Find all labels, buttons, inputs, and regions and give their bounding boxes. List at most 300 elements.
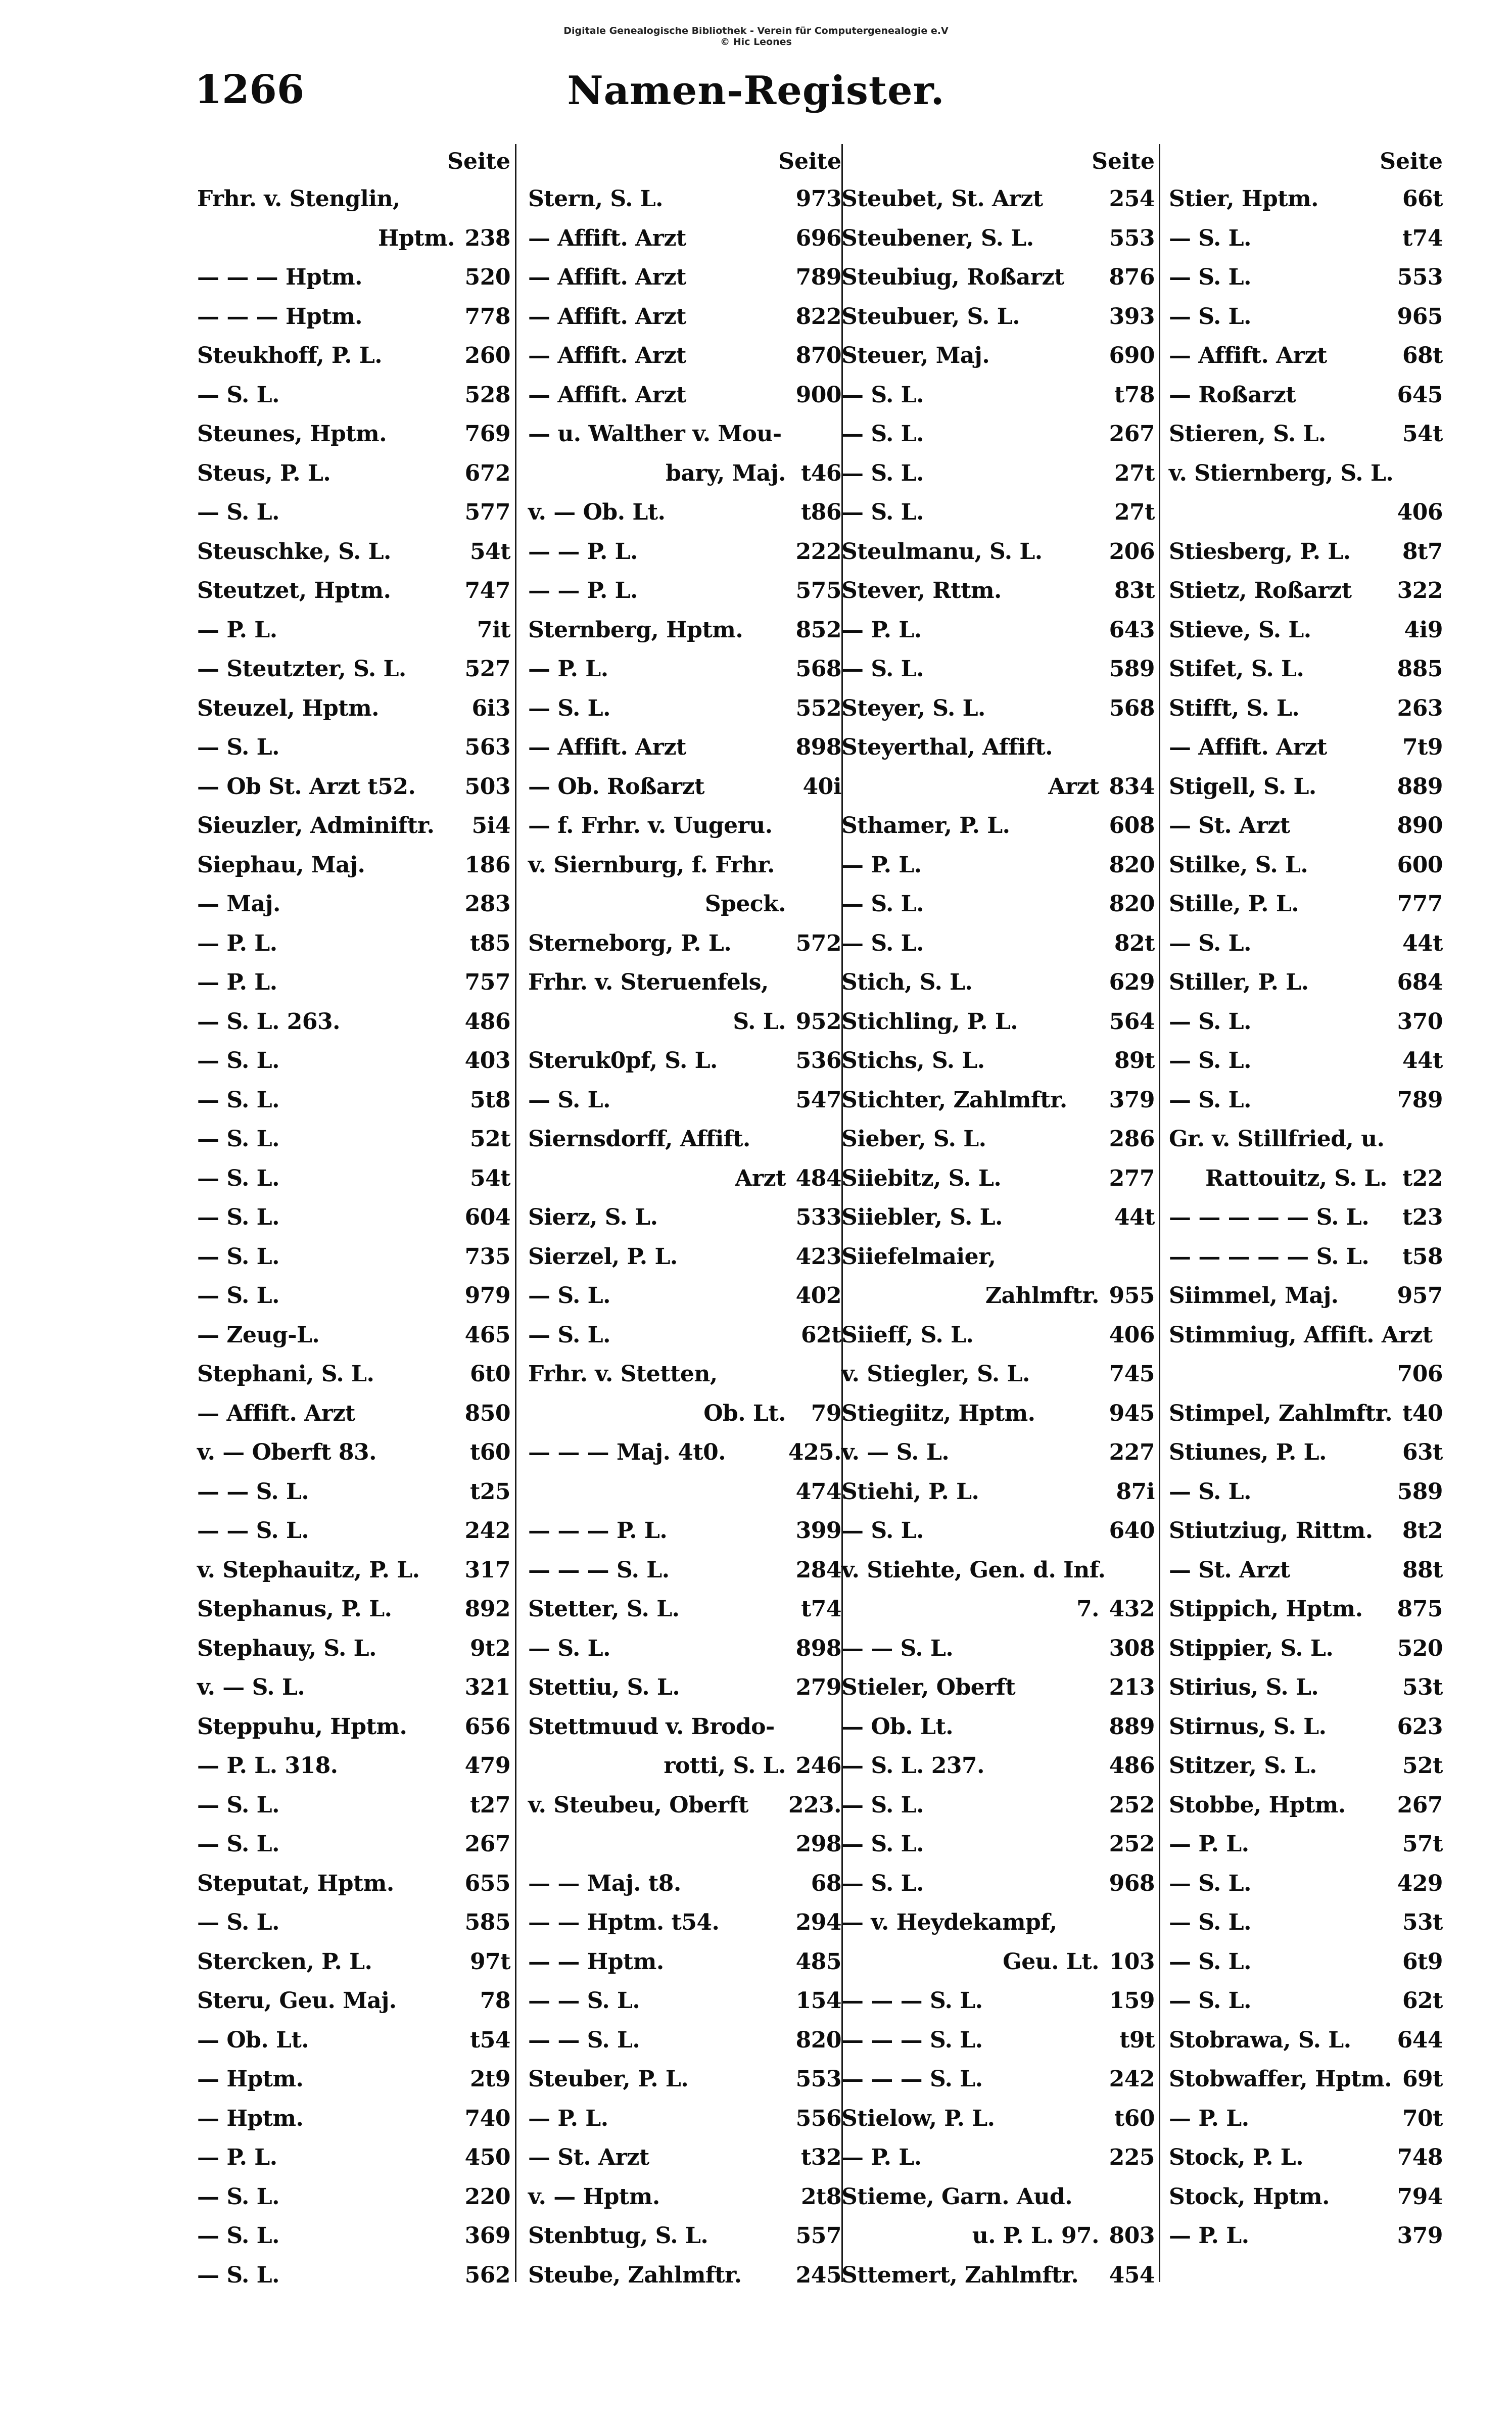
entry-page: 44t xyxy=(1114,1204,1155,1230)
register-entry xyxy=(1169,376,1443,415)
register-entry xyxy=(841,728,1155,767)
register-entry xyxy=(841,1276,1155,1316)
register-entry xyxy=(528,1159,841,1198)
register-entry xyxy=(197,846,510,885)
entry-name: Siiebler, S. L. xyxy=(841,1204,1003,1230)
register-entry xyxy=(841,1825,1155,1864)
register-entry xyxy=(528,1981,841,2021)
entry-name: Sieber, S. L. xyxy=(841,1126,986,1152)
register-entry xyxy=(841,493,1155,532)
entry-name: Siimmel, Maj. xyxy=(1169,1283,1339,1309)
entry-name: Stietz, Roßarzt xyxy=(1169,578,1352,603)
entry-page: 89t xyxy=(1114,1048,1155,1074)
entry-name: v. Stiernberg, S. L. xyxy=(1169,460,1394,486)
entry-name: — Affift. Arzt xyxy=(528,264,686,290)
register-entry xyxy=(841,1707,1155,1747)
entry-page: 557 xyxy=(795,2223,841,2249)
entry-page: 465 xyxy=(464,1322,510,1348)
register-entry xyxy=(528,884,841,924)
register-entry xyxy=(1169,806,1443,846)
entry-name: Stippich, Hptm. xyxy=(1169,1596,1363,1622)
entry-name: Stier, Hptm. xyxy=(1169,186,1318,212)
entry-page: 69t xyxy=(1402,2066,1443,2092)
entry-name: Stercken, P. L. xyxy=(197,1948,372,1975)
entry-name: — — S. L. xyxy=(197,1518,309,1544)
entry-name: — S. L. xyxy=(197,382,279,408)
entry-page: 479 xyxy=(464,1753,510,1779)
register-entry xyxy=(841,1472,1155,1512)
register-entry xyxy=(1169,2216,1443,2256)
register-entry xyxy=(1169,1159,1443,1198)
entry-page: 54t xyxy=(469,538,510,565)
entry-page: 575 xyxy=(795,578,841,603)
entry-name: Stock, Hptm. xyxy=(1169,2183,1330,2210)
entry-name: Sthamer, P. L. xyxy=(841,813,1010,839)
entry-name: Steubuer, S. L. xyxy=(841,303,1020,330)
entry-name: Stiutziug, Rittm. xyxy=(1169,1518,1373,1544)
entry-name: — P. L. xyxy=(1169,1831,1249,1857)
entry-page: 889 xyxy=(1109,1713,1155,1740)
register-entry xyxy=(528,1942,841,1982)
register-entry xyxy=(197,1707,510,1747)
entry-page: 623 xyxy=(1397,1713,1443,1740)
entry-name: — S. L. xyxy=(841,1870,924,1896)
register-entry xyxy=(1169,846,1443,885)
register-entry xyxy=(841,2060,1155,2099)
register-entry xyxy=(197,376,510,415)
entry-name: Frhr. v. Steruenfels, xyxy=(528,969,769,995)
entry-name: Stilke, S. L. xyxy=(1169,852,1308,878)
register-entry xyxy=(197,1590,510,1629)
entry-page: 8t2 xyxy=(1402,1518,1443,1544)
entry-name: rotti, S. L. xyxy=(664,1753,786,1779)
entry-page: t25 xyxy=(469,1478,510,1505)
entry-name: Sieuzler, Adminiftr. xyxy=(197,813,435,839)
entry-page: t32 xyxy=(800,2145,841,2170)
entry-name: — S. L. xyxy=(197,734,279,760)
entry-name: Stock, P. L. xyxy=(1169,2145,1304,2170)
entry-name: — P. L. xyxy=(528,656,608,682)
entry-page: 672 xyxy=(464,460,510,486)
entry-page: 789 xyxy=(1397,1087,1443,1113)
entry-page: t60 xyxy=(1114,2105,1155,2131)
entry-name: Rattouitz, S. L. xyxy=(1205,1165,1387,1191)
entry-name: — S. L. xyxy=(528,1635,610,1661)
entry-name: — Zeug-L. xyxy=(197,1322,320,1348)
entry-name: — — Hptm. t54. xyxy=(528,1909,720,1935)
register-entry xyxy=(197,767,510,807)
entry-page: 564 xyxy=(1109,1008,1155,1035)
register-column-3 xyxy=(841,144,1155,2295)
entry-page: 553 xyxy=(1397,264,1443,290)
entry-page: 369 xyxy=(464,2223,510,2249)
entry-page: 246 xyxy=(795,1753,841,1779)
entry-page: 553 xyxy=(795,2066,841,2092)
register-entry xyxy=(528,1198,841,1237)
register-entry xyxy=(197,963,510,1002)
entry-name: Stern, S. L. xyxy=(528,186,664,212)
entry-name: Steuber, P. L. xyxy=(528,2066,689,2092)
register-entry xyxy=(197,219,510,258)
entry-name: — S. L. xyxy=(841,1518,924,1544)
register-entry xyxy=(841,376,1155,415)
entry-page: 604 xyxy=(464,1204,510,1230)
entry-page: 66t xyxy=(1402,186,1443,212)
entry-name: — S. L. xyxy=(841,1792,924,1818)
register-entry xyxy=(1169,1237,1443,1277)
entry-name: Stille, P. L. xyxy=(1169,891,1299,917)
entry-page: t46 xyxy=(800,460,841,486)
register-entry xyxy=(1169,1786,1443,1825)
register-entry xyxy=(197,2060,510,2099)
register-entry xyxy=(197,1120,510,1159)
register-entry xyxy=(197,1276,510,1316)
register-entry xyxy=(841,1786,1155,1825)
register-entry xyxy=(841,1746,1155,1786)
entry-page: 284 xyxy=(795,1557,841,1583)
entry-name: Stieve, S. L. xyxy=(1169,617,1311,643)
register-entry xyxy=(197,1159,510,1198)
entry-name: Stenbtug, S. L. xyxy=(528,2223,708,2249)
register-entry xyxy=(1169,1081,1443,1120)
entry-name: — Ob. Lt. xyxy=(197,2027,309,2053)
entry-name: Stifft, S. L. xyxy=(1169,695,1300,721)
register-entry xyxy=(1169,1746,1443,1786)
entry-name: — Affift. Arzt xyxy=(528,343,686,368)
entry-page: 154 xyxy=(795,1988,841,2014)
entry-name: — — P. L. xyxy=(528,578,638,603)
entry-page: t23 xyxy=(1402,1204,1443,1230)
entry-name: — — P. L. xyxy=(528,538,638,565)
register-entry xyxy=(1169,2099,1443,2138)
register-entry xyxy=(1169,336,1443,376)
entry-page: 645 xyxy=(1397,382,1443,408)
entry-name: — — Hptm. xyxy=(528,1948,664,1975)
entry-page: 425. xyxy=(788,1439,841,1465)
entry-name: — P. L. xyxy=(528,2105,608,2131)
register-entry xyxy=(1169,414,1443,454)
register-entry xyxy=(1169,297,1443,337)
entry-name: v. Stephauitz, P. L. xyxy=(197,1557,420,1583)
entry-name: — — — Hptm. xyxy=(197,264,362,290)
entry-name: Steubet, St. Arzt xyxy=(841,186,1043,212)
entry-page: 370 xyxy=(1397,1008,1443,1035)
source-line-2: © Hic Leones xyxy=(720,36,792,48)
entry-name: Steputat, Hptm. xyxy=(197,1870,394,1896)
entry-name: — Affift. Arzt xyxy=(528,382,686,408)
register-entry xyxy=(528,728,841,767)
register-entry xyxy=(528,414,841,454)
register-entry xyxy=(1169,1198,1443,1237)
register-entry xyxy=(528,1002,841,1042)
entry-page: 220 xyxy=(464,2183,510,2210)
entry-name: Stitzer, S. L. xyxy=(1169,1753,1317,1779)
register-entry xyxy=(1169,571,1443,611)
entry-name: Steube, Zahlmftr. xyxy=(528,2262,742,2288)
register-entry xyxy=(197,532,510,572)
entry-name: Sierzel, P. L. xyxy=(528,1243,678,1270)
register-entry xyxy=(1169,2138,1443,2177)
entry-name: — S. L. xyxy=(197,1792,279,1818)
entry-name: Stetter, S. L. xyxy=(528,1596,680,1622)
entry-name: — P. L. xyxy=(197,930,277,956)
register-entry xyxy=(197,297,510,337)
entry-page: 298 xyxy=(795,1831,841,1857)
entry-page: 393 xyxy=(1109,303,1155,330)
entry-page: 900 xyxy=(795,382,841,408)
entry-name: Sttemert, Zahlmftr. xyxy=(841,2262,1079,2288)
column-divider xyxy=(1159,144,1160,2282)
register-entry xyxy=(1169,1041,1443,1081)
entry-page: 27t xyxy=(1114,499,1155,525)
entry-page: 820 xyxy=(795,2027,841,2053)
register-entry xyxy=(528,1433,841,1472)
entry-name: — S. L. xyxy=(841,460,924,486)
entry-name: — P. L. xyxy=(197,969,277,995)
register-entry xyxy=(841,1551,1155,1590)
entry-page: 406 xyxy=(1397,499,1443,525)
register-entry xyxy=(841,1864,1155,1903)
register-entry xyxy=(841,806,1155,846)
entry-name: Steus, P. L. xyxy=(197,460,331,486)
entry-page: 97t xyxy=(469,1948,510,1975)
register-entry xyxy=(841,297,1155,337)
entry-name: — u. Walther v. Mou- xyxy=(528,421,782,447)
register-entry xyxy=(1169,1394,1443,1433)
register-entry xyxy=(1169,963,1443,1002)
entry-name: Arzt xyxy=(735,1165,786,1191)
register-entry xyxy=(841,846,1155,885)
register-entry xyxy=(528,493,841,532)
entry-page: 308 xyxy=(1109,1635,1155,1661)
entry-page: 279 xyxy=(795,1674,841,1700)
register-entry xyxy=(841,611,1155,650)
entry-page: 789 xyxy=(795,264,841,290)
register-entry xyxy=(528,1472,841,1512)
entry-page: 876 xyxy=(1109,264,1155,290)
entry-page: 485 xyxy=(795,1948,841,1975)
entry-name: Steppuhu, Hptm. xyxy=(197,1713,407,1740)
register-entry xyxy=(197,1551,510,1590)
register-column-4 xyxy=(1169,144,1443,2256)
entry-name: — S. L. xyxy=(197,1087,279,1113)
entry-name: — S. L. xyxy=(1169,1048,1251,1074)
entry-page: 520 xyxy=(1397,1635,1443,1661)
entry-name: — — — Maj. 4t0. xyxy=(528,1439,726,1465)
entry-page: 79 xyxy=(811,1400,841,1426)
entry-page: 267 xyxy=(1397,1792,1443,1818)
register-entry xyxy=(197,2138,510,2177)
entry-name: Geu. Lt. xyxy=(1003,1948,1099,1975)
entry-name: Stirnus, S. L. xyxy=(1169,1713,1327,1740)
register-entry xyxy=(197,1942,510,1982)
entry-page: 44t xyxy=(1402,1048,1443,1074)
entry-name: Steubener, S. L. xyxy=(841,225,1034,251)
entry-page: 655 xyxy=(464,1870,510,1896)
entry-name: — P. L. xyxy=(841,2145,922,2170)
register-entry xyxy=(197,2021,510,2060)
register-entry xyxy=(841,2021,1155,2060)
entry-name: Speck. xyxy=(704,891,786,917)
column-header: Seite xyxy=(1092,149,1155,174)
register-entry xyxy=(528,1041,841,1081)
register-column-2 xyxy=(528,144,841,2295)
entry-name: Stiesberg, P. L. xyxy=(1169,538,1351,565)
entry-page: 973 xyxy=(795,186,841,212)
entry-page: 474 xyxy=(795,1478,841,1505)
entry-page: 556 xyxy=(795,2105,841,2131)
entry-page: 57t xyxy=(1402,1831,1443,1857)
entry-page: 322 xyxy=(1397,578,1443,603)
entry-name: — — — Hptm. xyxy=(197,303,362,330)
register-entry xyxy=(841,336,1155,376)
register-entry xyxy=(1169,1002,1443,1042)
entry-name: — P. L. xyxy=(197,2145,277,2170)
entry-name: Stobbe, Hptm. xyxy=(1169,1792,1346,1818)
register-entry xyxy=(197,1237,510,1277)
register-entry xyxy=(1169,767,1443,807)
register-entry xyxy=(528,376,841,415)
register-entry xyxy=(528,767,841,807)
entry-name: — S. L. xyxy=(841,1831,924,1857)
register-entry xyxy=(841,1668,1155,1707)
entry-page: 53t xyxy=(1402,1674,1443,1700)
entry-name: — Ob. Roßarzt xyxy=(528,773,704,800)
register-entry xyxy=(197,1629,510,1668)
register-entry xyxy=(841,1316,1155,1355)
entry-name: — S. L. xyxy=(197,1165,279,1191)
register-entry xyxy=(528,1825,841,1864)
entry-name: 7. xyxy=(1076,1596,1099,1622)
register-entry xyxy=(528,924,841,963)
entry-name: Stettiu, S. L. xyxy=(528,1674,680,1700)
entry-page: 87i xyxy=(1116,1478,1155,1505)
register-entry xyxy=(197,1786,510,1825)
entry-name: v. — S. L. xyxy=(197,1674,305,1700)
register-entry xyxy=(197,414,510,454)
register-entry xyxy=(1169,1942,1443,1982)
entry-page: t86 xyxy=(800,499,841,525)
entry-page: 62t xyxy=(800,1322,841,1348)
entry-page: 242 xyxy=(1109,2066,1155,2092)
entry-page: 2t9 xyxy=(469,2066,510,2092)
entry-page: t54 xyxy=(469,2027,510,2053)
entry-name: v. — Oberft 83. xyxy=(197,1439,376,1465)
entry-page: 7it xyxy=(477,617,510,643)
entry-name: Stichter, Zahlmftr. xyxy=(841,1087,1067,1113)
entry-page: 277 xyxy=(1109,1165,1155,1191)
entry-name: — S. L. xyxy=(841,421,924,447)
register-entry xyxy=(841,1903,1155,1942)
register-entry xyxy=(197,1002,510,1042)
entry-page: 52t xyxy=(1402,1753,1443,1779)
entry-page: 254 xyxy=(1109,186,1155,212)
register-entry xyxy=(197,336,510,376)
entry-page: 283 xyxy=(464,891,510,917)
register-entry xyxy=(841,219,1155,258)
entry-name: — — — P. L. xyxy=(528,1518,668,1544)
entry-page: 5i4 xyxy=(471,813,510,839)
register-entry xyxy=(197,1198,510,1237)
register-entry xyxy=(841,1590,1155,1629)
entry-name: Steunes, Hptm. xyxy=(197,421,387,447)
entry-page: 572 xyxy=(795,930,841,956)
entry-page: 8t7 xyxy=(1402,538,1443,565)
entry-page: 898 xyxy=(795,1635,841,1661)
entry-page: 252 xyxy=(1109,1831,1155,1857)
register-entry xyxy=(528,1590,841,1629)
entry-page: 533 xyxy=(795,1204,841,1230)
entry-page: 945 xyxy=(1109,1400,1155,1426)
register-entry xyxy=(197,2099,510,2138)
register-entry xyxy=(528,297,841,337)
entry-name: — — S. L. xyxy=(197,1478,309,1505)
register-entry xyxy=(841,2216,1155,2256)
register-entry xyxy=(1169,179,1443,219)
entry-name: — — — S. L. xyxy=(841,1988,983,2014)
register-entry xyxy=(1169,2060,1443,2099)
register-entry xyxy=(1169,1472,1443,1512)
entry-page: 769 xyxy=(464,421,510,447)
entry-name: — St. Arzt xyxy=(1169,813,1290,839)
entry-name: Stielow, P. L. xyxy=(841,2105,995,2131)
register-entry xyxy=(197,1981,510,2021)
entry-page: 885 xyxy=(1397,656,1443,682)
entry-page: 562 xyxy=(464,2262,510,2288)
register-entry xyxy=(841,2256,1155,2295)
register-entry xyxy=(197,1316,510,1355)
entry-page: 403 xyxy=(464,1048,510,1074)
entry-name: — S. L. xyxy=(197,2223,279,2249)
entry-page: 7t9 xyxy=(1402,734,1443,760)
entry-name: — S. L. xyxy=(1169,1909,1251,1935)
register-entry xyxy=(1169,1433,1443,1472)
register-entry xyxy=(1169,1590,1443,1629)
entry-name: Gr. v. Stillfried, u. xyxy=(1169,1126,1385,1152)
entry-page: 875 xyxy=(1397,1596,1443,1622)
entry-page: 423 xyxy=(795,1243,841,1270)
register-entry xyxy=(1169,1316,1443,1355)
entry-name: — S. L. xyxy=(1169,264,1251,290)
entry-page: 536 xyxy=(795,1048,841,1074)
entry-page: 852 xyxy=(795,617,841,643)
column-header: Seite xyxy=(1380,149,1443,174)
entry-page: 577 xyxy=(464,499,510,525)
entry-name: Siernsdorff, Affift. xyxy=(528,1126,750,1152)
entry-name: Stich, S. L. xyxy=(841,969,973,995)
entry-page: 747 xyxy=(464,578,510,603)
register-entry xyxy=(528,1903,841,1942)
entry-name: — S. L. xyxy=(528,1087,610,1113)
entry-page: 748 xyxy=(1397,2145,1443,2170)
entry-page: 103 xyxy=(1109,1948,1155,1975)
entry-name: — S. L. xyxy=(841,891,924,917)
entry-page: 2t8 xyxy=(800,2183,841,2210)
entry-name: — Ob St. Arzt t52. xyxy=(197,773,416,800)
register-entry xyxy=(841,571,1155,611)
entry-name: — Affift. Arzt xyxy=(197,1400,355,1426)
entry-name: — Affift. Arzt xyxy=(1169,343,1327,368)
register-entry xyxy=(528,1707,841,1747)
register-entry xyxy=(528,1864,841,1903)
entry-name: Hptm. xyxy=(377,225,455,251)
entry-page: 267 xyxy=(464,1831,510,1857)
entry-name: Steutzet, Hptm. xyxy=(197,578,391,603)
entry-page: t78 xyxy=(1114,382,1155,408)
register-entry xyxy=(197,571,510,611)
entry-page: 54t xyxy=(1402,421,1443,447)
entry-name: — S. L. xyxy=(528,1322,610,1348)
